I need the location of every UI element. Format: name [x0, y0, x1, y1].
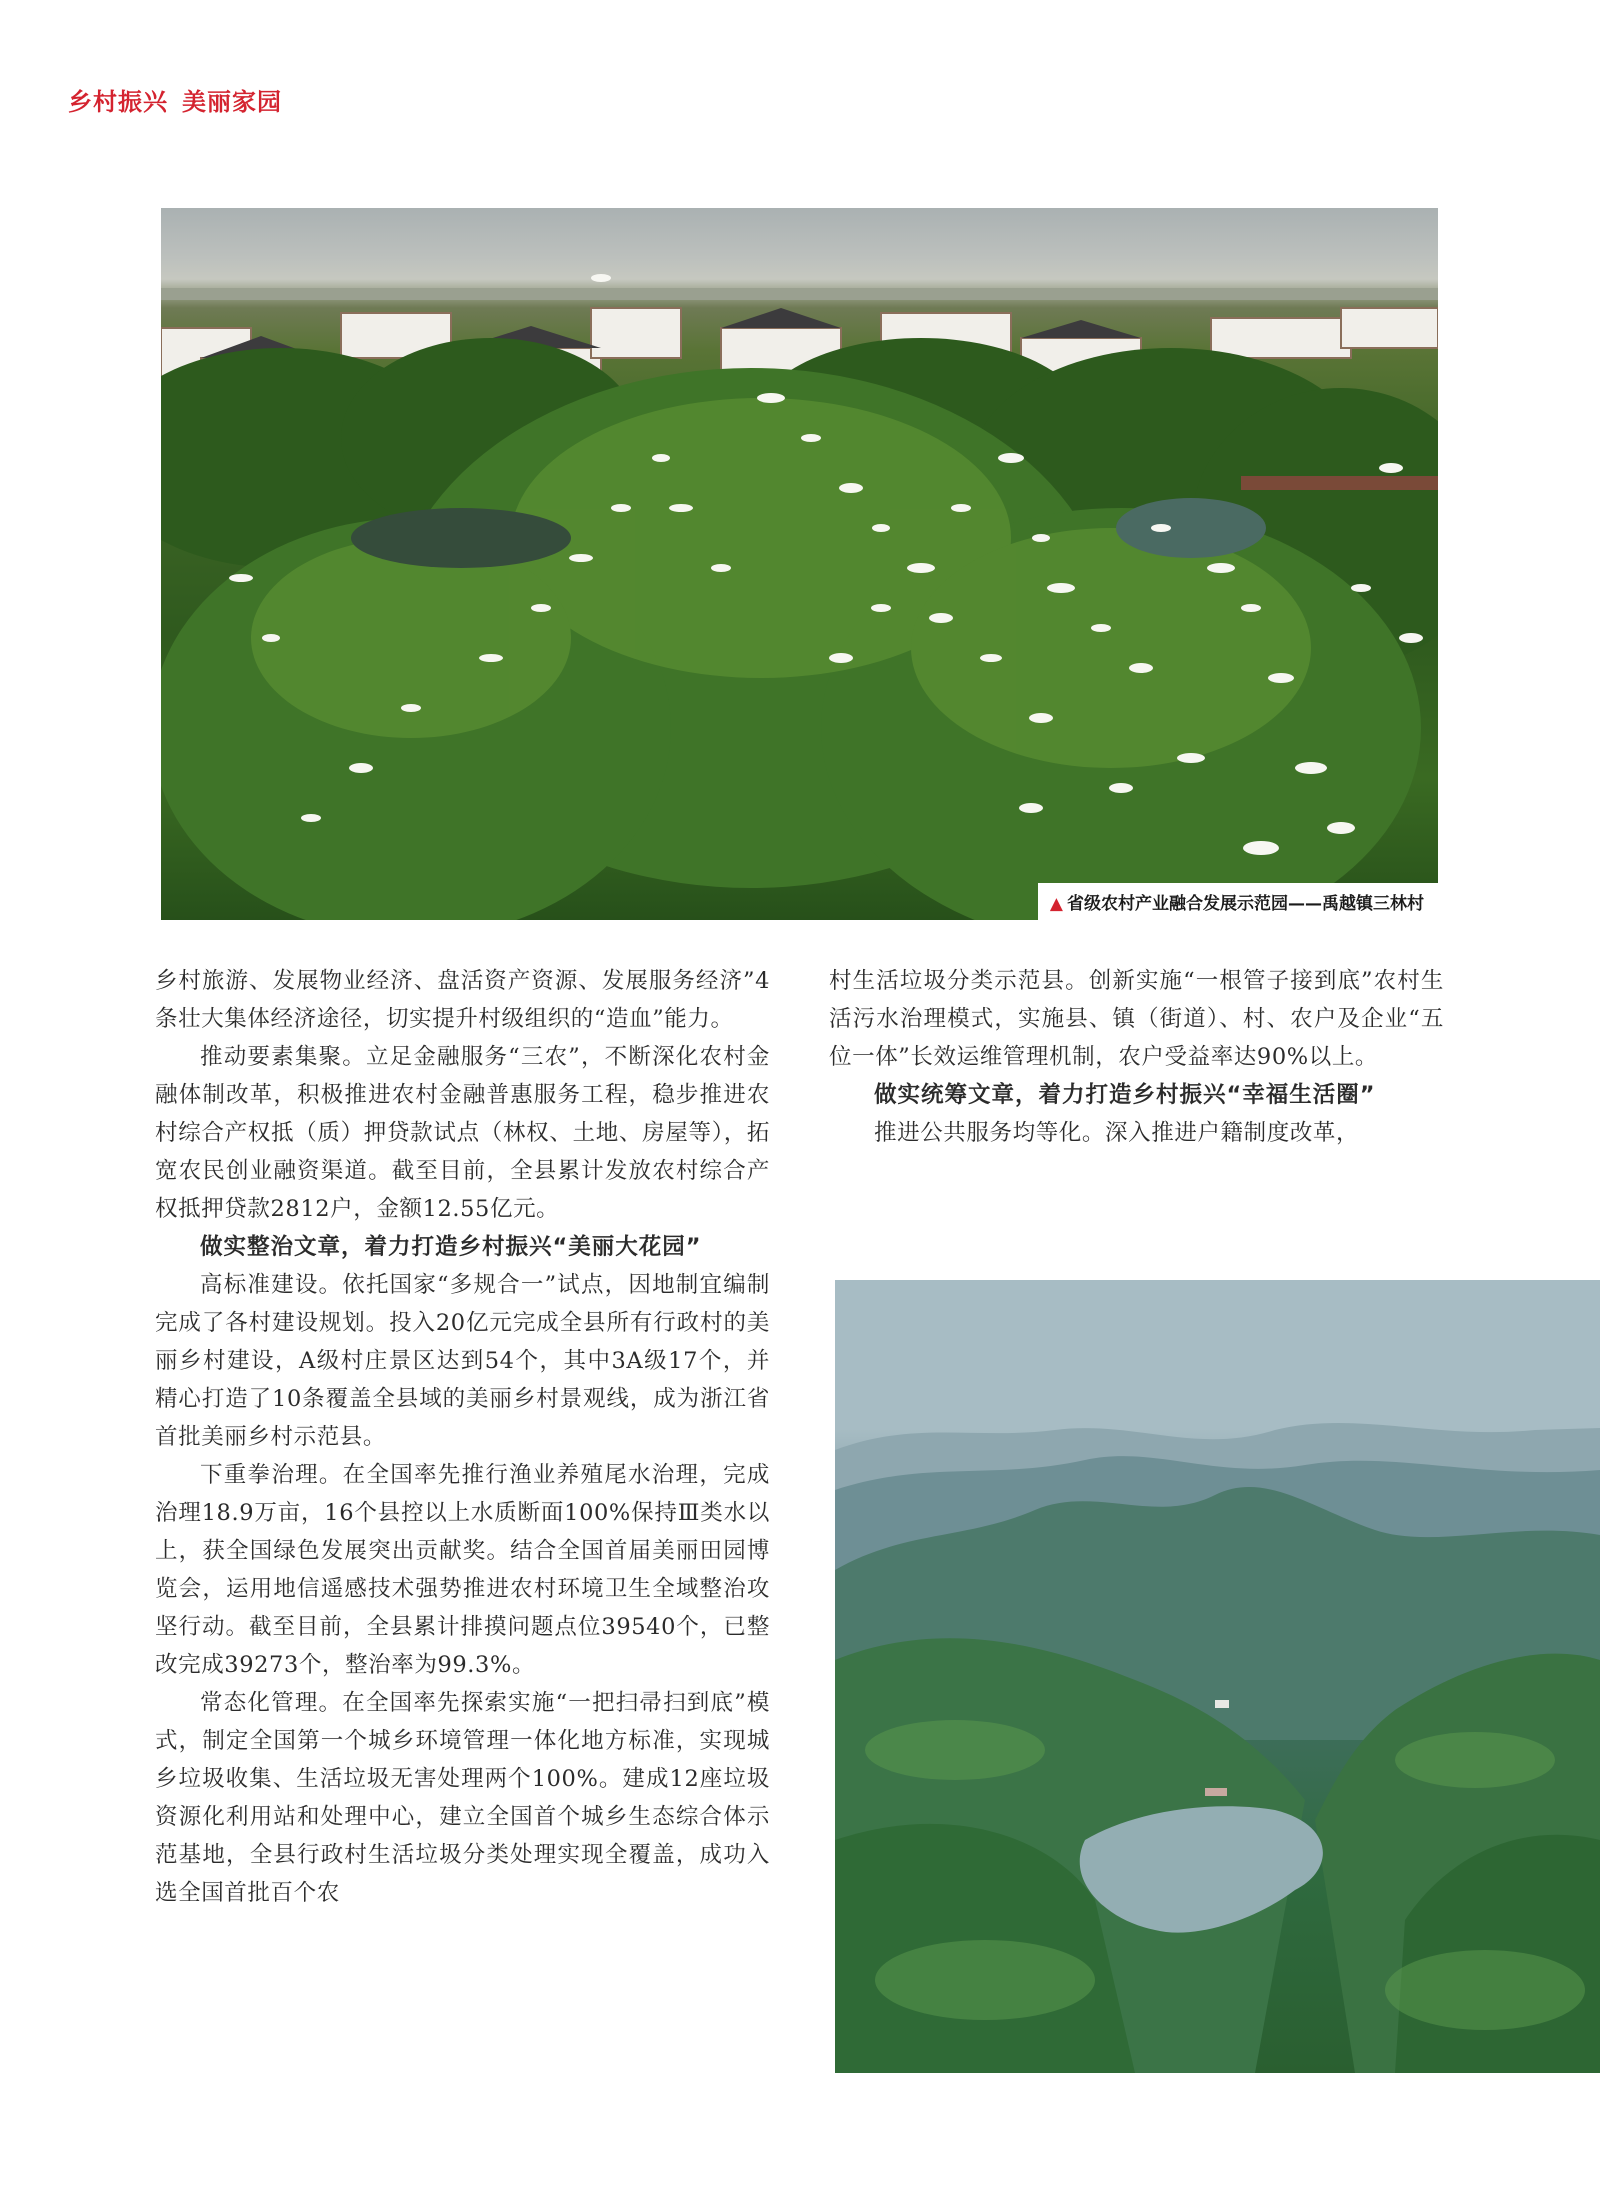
paragraph-body: 依托国家“多规合一”试点，因地制宜编制完成了各村建设规划。投入20亿元完成全县所有行政村的美丽乡村建设，A级村庄景区达到54个，其中3A级17个，并精心打造了10条覆盖全县域的美丽乡村景观线，成为浙江省首批美丽乡村示范县。 — [155, 1272, 771, 1450]
paragraph-body: 在全国率先推行渔业养殖尾水治理，完成治理18.9万亩，16个县控以上水质断面100%保持Ⅲ类水以上，获全国绿色发展突出贡献奖。结合全国首届美丽田园博览会，运用地信遥感技术强势推进农村环境卫生全域整治攻坚行动。截至目前，全县累计排摸问题点位39540个，已整改完成39273个，整治率为99.3%。 — [155, 1462, 770, 1678]
section-tag-part1: 乡村振兴 — [68, 88, 168, 116]
left-paragraph-2 — [155, 1038, 770, 1228]
egret-forest-illustration — [161, 208, 1438, 920]
lead-phrase: 推动要素集聚。 — [200, 1044, 366, 1070]
mountain-lake-illustration — [835, 1280, 1600, 2073]
left-paragraph-3 — [155, 1266, 770, 1456]
left-column — [155, 962, 770, 1912]
left-paragraph-5 — [155, 1684, 770, 1912]
paragraph-body: 在全国率先探索实施“一把扫帚扫到底”模式，制定全国第一个城乡环境管理一体化地方标准，实现城乡垃圾收集、生活垃圾无害处理两个100%。建成12座垃圾资源化利用站和处理中心，建立全国首个城乡生态综合体示范基地，全县行政村生活垃圾分类处理实现全覆盖，成功入选全国首批百个农 — [155, 1690, 771, 1906]
photo-mountain-lake — [835, 1280, 1600, 2073]
right-paragraph-1: 村生活垃圾分类示范县。创新实施“一根管子接到底”农村生活污水治理模式，实施县、镇（街道）、村、农户及企业“五位一体”长效运维管理机制，农户受益率达90%以上。 — [829, 968, 1444, 1070]
left-paragraph-1: 乡村旅游、发展物业经济、盘活资产资源、发展服务经济”4条壮大集体经济途径，切实提升村级组织的“造血”能力。 — [155, 968, 770, 1032]
section-tag — [68, 82, 282, 117]
lead-phrase: 常态化管理。 — [200, 1690, 343, 1716]
right-paragraph-2 — [829, 1114, 1444, 1152]
right-column — [829, 962, 1444, 1152]
photo-egret-forest — [161, 208, 1438, 920]
section-heading: 做实统筹文章，着力打造乡村振兴“幸福生活圈” — [874, 1082, 1376, 1108]
lead-phrase: 高标准建设。 — [200, 1272, 343, 1298]
lead-phrase: 下重拳治理。 — [200, 1462, 343, 1488]
left-paragraph-4 — [155, 1456, 770, 1684]
lead-phrase: 推进公共服务均等化。 — [874, 1120, 1106, 1146]
paragraph-body: 立足金融服务“三农”，不断深化农村金融体制改革，积极推进农村金融普惠服务工程，稳步推进农村综合产权抵（质）押贷款试点（林权、土地、房屋等），拓宽农民创业融资渠道。截至目前，全县累计发放农村综合产权抵押贷款2812户，金额12.55亿元。 — [155, 1044, 771, 1222]
photo-caption — [1038, 883, 1438, 920]
section-tag-part2: 美丽家园 — [182, 88, 282, 116]
caption-marker: ▲ — [1049, 894, 1063, 914]
paragraph-body: 深入推进户籍制度改革， — [1105, 1120, 1360, 1146]
section-heading: 做实整治文章，着力打造乡村振兴“美丽大花园” — [200, 1234, 702, 1260]
caption-text: 省级农村产业融合发展示范园——禹越镇三林村 — [1067, 894, 1424, 914]
